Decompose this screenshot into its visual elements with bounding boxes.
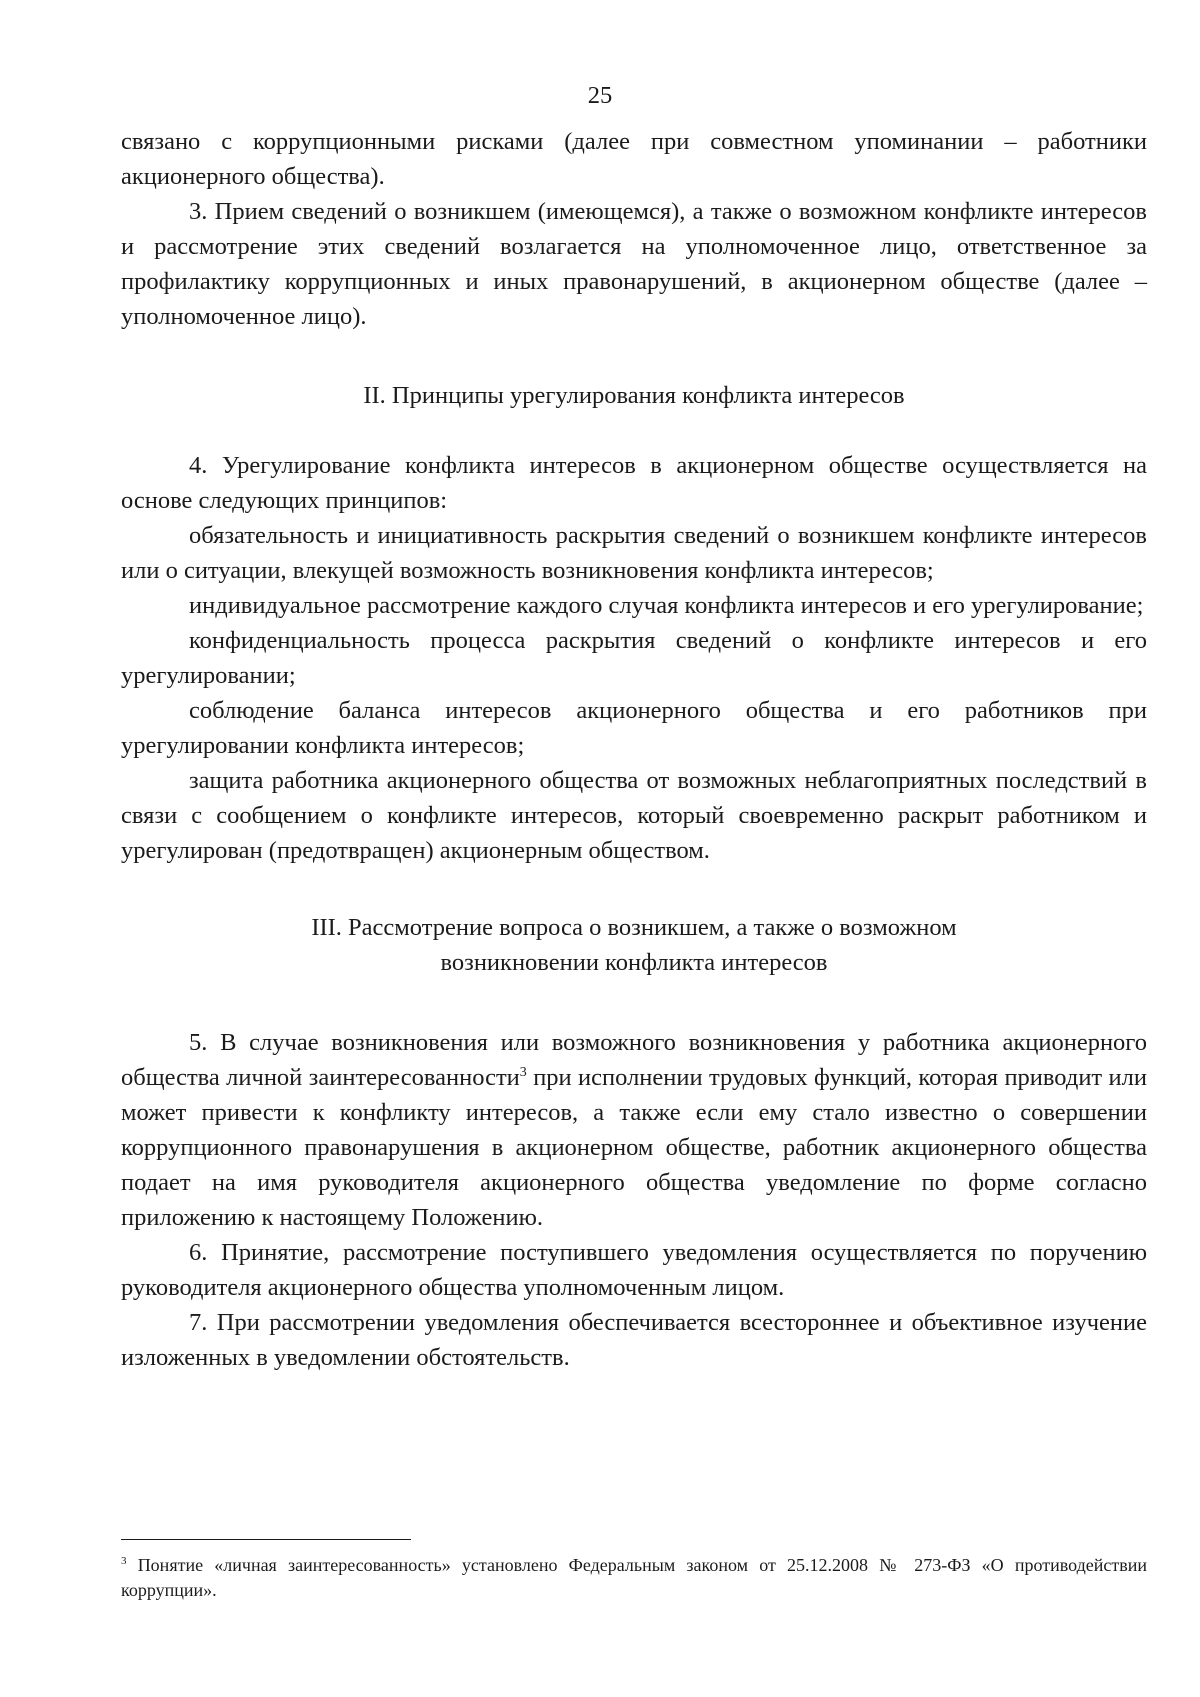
footnote-mark: 3 — [121, 1555, 127, 1567]
paragraph-3: 3. Прием сведений о возникшем (имеющемся), а также о возможном конфликте интересов и рассмотрение этих сведений возлагается на уполномоченное лицо, ответственное за профилактику коррупционных и иных правонарушений, в акционерном обществе (далее – уполномоченное лицо). — [121, 198, 1147, 330]
principle-item-3: конфиденциальность процесса раскрытия сведений о конфликте интересов и его урегулировании; — [121, 627, 1147, 689]
paragraph-5 — [121, 1025, 1147, 1235]
paragraph-5-text-start: 5. В случае возникновения или возможного возникновения у работника акционерного общества личной заинтересованности — [121, 1029, 1147, 1091]
section-2-title: II. Принципы урегулирования конфликта интересов — [363, 382, 905, 409]
principle-item-5: защита работника акционерного общества от возможных неблагоприятных последствий в связи с сообщением о конфликте интересов, который своевременно раскрыт работником и урегулирован (предотвращен) акционерным обществом. — [121, 767, 1147, 864]
section-3-title-line-1: III. Рассмотрение вопроса о возникшем, а также о возможном — [311, 914, 957, 941]
footnote-divider — [121, 1539, 411, 1540]
document-body — [121, 124, 1147, 1375]
paragraph-6: 6. Принятие, рассмотрение поступившего уведомления осуществляется по поручению руководителя акционерного общества уполномоченным лицом. — [121, 1239, 1147, 1301]
section-3-title-line-2: возникновении конфликта интересов — [440, 949, 828, 976]
footnote-reference-3: 3 — [519, 1064, 527, 1080]
footnote — [121, 1553, 1147, 1603]
paragraph-4: 4. Урегулирование конфликта интересов в акционерном обществе осуществляется на основе следующих принципов: — [121, 452, 1147, 514]
page-number: 25 — [587, 82, 613, 109]
paragraph-7: 7. При рассмотрении уведомления обеспечивается всестороннее и объективное изучение изложенных в уведомлении обстоятельств. — [121, 1309, 1147, 1371]
paragraph-5-text-end: при исполнении трудовых функций, которая приводит или может привести к конфликту интересов, а также если ему стало известно о совершении коррупционного правонарушения в акционерном обществе, работник акционерного общества подает на имя руководителя акционерного общества уведомление по форме согласно приложению к настоящему Положению. — [121, 1064, 1147, 1231]
footnote-text: Понятие «личная заинтересованность» установлено Федеральным законом от 25.12.2008 № 273-ФЗ «О противодействии коррупции». — [121, 1555, 1147, 1600]
paragraph-intro-continuation: связано с коррупционными рисками (далее при совместном упоминании – работники акционерного общества). — [121, 128, 1147, 190]
principle-item-1: обязательность и инициативность раскрытия сведений о возникшем конфликте интересов или о ситуации, влекущей возможность возникновения конфликта интересов; — [121, 522, 1147, 584]
principle-item-2: индивидуальное рассмотрение каждого случая конфликта интересов и его урегулирование; — [189, 592, 1144, 619]
principle-item-4: соблюдение баланса интересов акционерного общества и его работников при урегулировании конфликта интересов; — [121, 697, 1147, 759]
